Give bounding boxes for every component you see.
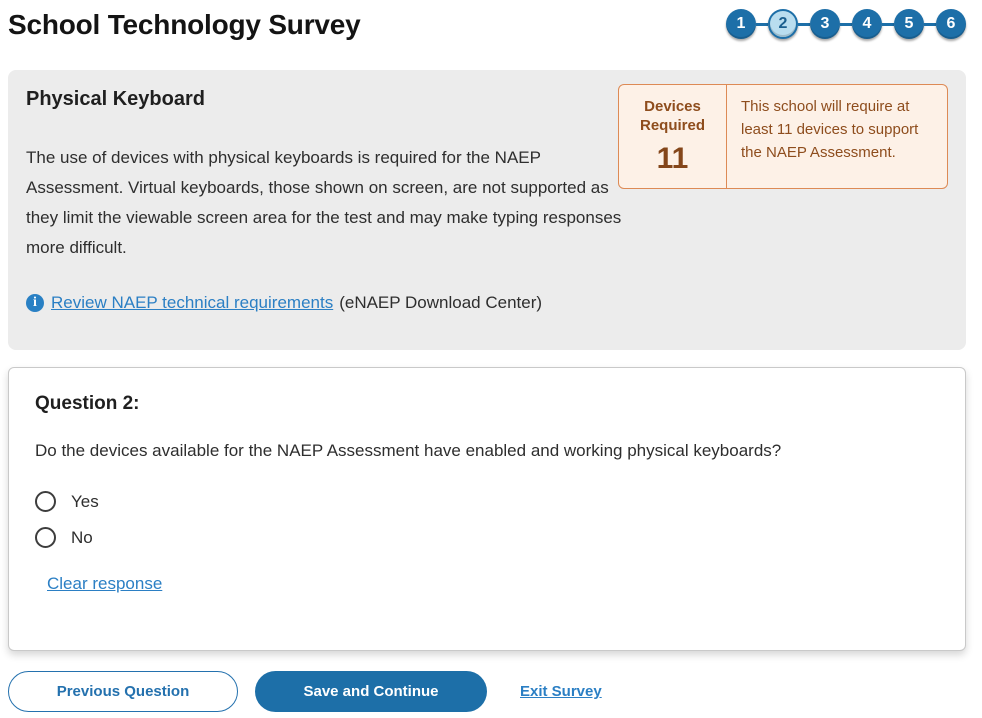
devices-required-cell	[619, 85, 727, 188]
answer-options	[35, 491, 939, 548]
step-progress-bar	[726, 9, 966, 39]
radio-button-no[interactable]	[35, 527, 56, 548]
exit-survey-link[interactable]: Exit Survey	[520, 683, 602, 700]
step-connector	[798, 23, 810, 26]
step-indicator-1[interactable]: 1	[726, 9, 756, 39]
topic-heading: Physical Keyboard	[26, 88, 205, 110]
radio-option-no[interactable]	[35, 527, 939, 548]
info-icon: i	[26, 294, 44, 312]
footer-actions	[8, 671, 966, 712]
topic-info-panel	[8, 70, 966, 350]
radio-label-no: No	[71, 527, 93, 547]
clear-response-link[interactable]: Clear response	[47, 574, 163, 593]
question-text: Do the devices available for the NAEP Assessment have enabled and working physical keyboards?	[35, 441, 782, 460]
step-connector	[756, 23, 768, 26]
save-and-continue-button[interactable]: Save and Continue	[255, 671, 487, 712]
devices-required-label: Devices Required	[639, 98, 705, 134]
clear-response-row	[35, 574, 939, 594]
link-suffix-text: (eNAEP Download Center)	[339, 293, 543, 312]
devices-required-value: 11	[656, 142, 689, 175]
question-panel	[8, 367, 966, 651]
step-connector	[924, 23, 936, 26]
devices-required-callout	[618, 84, 948, 189]
step-indicator-4[interactable]: 4	[852, 9, 882, 39]
question-number-heading: Question 2:	[35, 393, 140, 414]
radio-button-yes[interactable]	[35, 491, 56, 512]
step-connector	[882, 23, 894, 26]
page-title: School Technology Survey	[8, 9, 361, 40]
devices-required-description: This school will require at least 11 devices to support the NAEP Assessment.	[741, 98, 919, 161]
requirements-link-row	[26, 293, 948, 313]
step-indicator-5[interactable]: 5	[894, 9, 924, 39]
radio-option-yes[interactable]	[35, 491, 939, 512]
header	[8, 8, 966, 54]
radio-label-yes: Yes	[71, 491, 99, 511]
topic-description: The use of devices with physical keyboards is required for the NAEP Assessment. Virtual keyboards, those shown on screen, are not supported as they limit the viewable screen area for the test and may make typing responses more difficult.	[26, 148, 622, 257]
step-connector	[840, 23, 852, 26]
step-indicator-2-current[interactable]: 2	[768, 9, 798, 39]
previous-question-button[interactable]: Previous Question	[8, 671, 238, 712]
step-indicator-3[interactable]: 3	[810, 9, 840, 39]
technical-requirements-link[interactable]: Review NAEP technical requirements	[51, 293, 334, 312]
step-indicator-6[interactable]: 6	[936, 9, 966, 39]
